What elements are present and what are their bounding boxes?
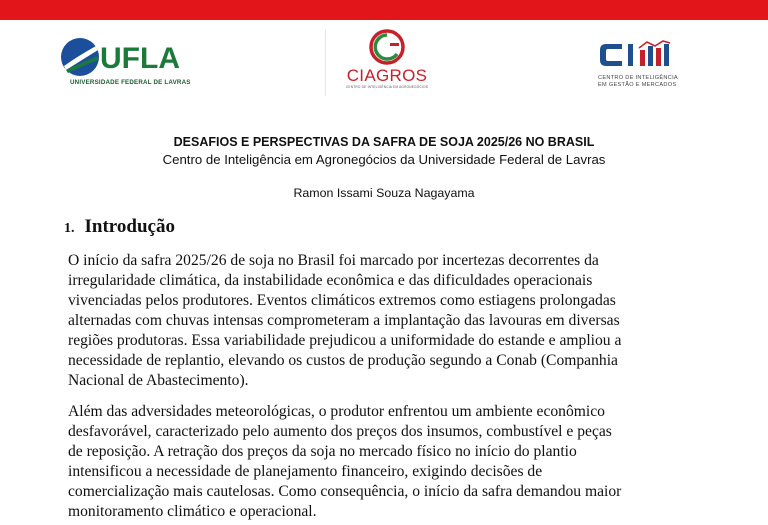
- cim-caption-line-1: CENTRO DE INTELIGÊNCIA: [598, 75, 678, 81]
- paragraph-line: desfavorável, caracterizado pelo aumento dos preços dos insumos, combustível e peças: [68, 423, 612, 440]
- paragraph-line: irregularidade climática, da instabilidade econômica e das dificuldades operacionais: [68, 272, 593, 289]
- paragraph-line: monitoramento climático e operacional.: [68, 503, 317, 520]
- cim-emblem-icon: [590, 38, 700, 72]
- paragraph-line: Nacional de Abastecimento).: [68, 372, 249, 389]
- document-title: DESAFIOS E PERSPECTIVAS DA SAFRA DE SOJA 2025/26 NO BRASIL: [173, 135, 595, 149]
- cim-caption-line-2: EM GESTÃO E MERCADOS: [598, 82, 677, 88]
- cim-logo: [590, 38, 700, 90]
- ciagros-caption: CENTRO DE INTELIGÊNCIA EM AGRONEGÓCIOS: [345, 85, 429, 89]
- paragraph-line: intensificou a necessidade de planejamento financeiro, exigindo decisões de: [68, 463, 543, 480]
- ciagros-emblem-icon: [340, 28, 434, 66]
- author-name: Ramon Issami Souza Nagayama: [293, 186, 475, 200]
- paragraph-2: [68, 402, 621, 522]
- ufla-wordmark: UFLA: [100, 42, 180, 75]
- document-subtitle: Centro de Inteligência em Agronegócios da Universidade Federal de Lavras: [162, 152, 606, 167]
- section-number: 1.: [64, 221, 75, 236]
- paragraph-line: necessidade de replantio, elevando os custos de produção segundo a Conab (Companhia: [68, 352, 618, 369]
- paragraph-line: comercialização mais cautelosas. Como consequência, o início da safra demandou maior: [68, 483, 622, 500]
- paragraph-line: Além das adversidades meteorológicas, o produtor enfrentou um ambiente econômico: [68, 403, 605, 420]
- paragraph-line: regiões produtoras. Essa variabilidade prejudicou a uniformidade do estande e ampliou a: [68, 332, 622, 349]
- ciagros-wordmark: CIAGROS: [346, 66, 428, 85]
- paragraph-line: alternadas com chuvas intensas comprometeram a implantação das lavouras em diversas: [68, 312, 620, 329]
- paragraph-line: O início da safra 2025/26 de soja no Brasil foi marcado por incertezas decorrentes da: [68, 252, 599, 269]
- cim-caption: [598, 75, 698, 89]
- top-red-bar: [0, 0, 768, 20]
- ufla-logo: [58, 36, 192, 88]
- ufla-emblem-icon: [58, 36, 192, 80]
- ufla-caption: UNIVERSIDADE FEDERAL DE LAVRAS: [70, 79, 191, 86]
- logo-divider: [325, 30, 326, 96]
- section-title: Introdução: [84, 216, 175, 237]
- paragraph-line: vivenciadas pelos produtores. Eventos climáticos extremos como estiagens prolongadas: [68, 292, 616, 309]
- paragraph-1: [68, 251, 621, 391]
- ciagros-logo: [340, 28, 434, 92]
- section-heading: [64, 216, 175, 238]
- paragraph-line: de reposição. A retração dos preços da soja no mercado físico no início do plantio: [68, 443, 577, 460]
